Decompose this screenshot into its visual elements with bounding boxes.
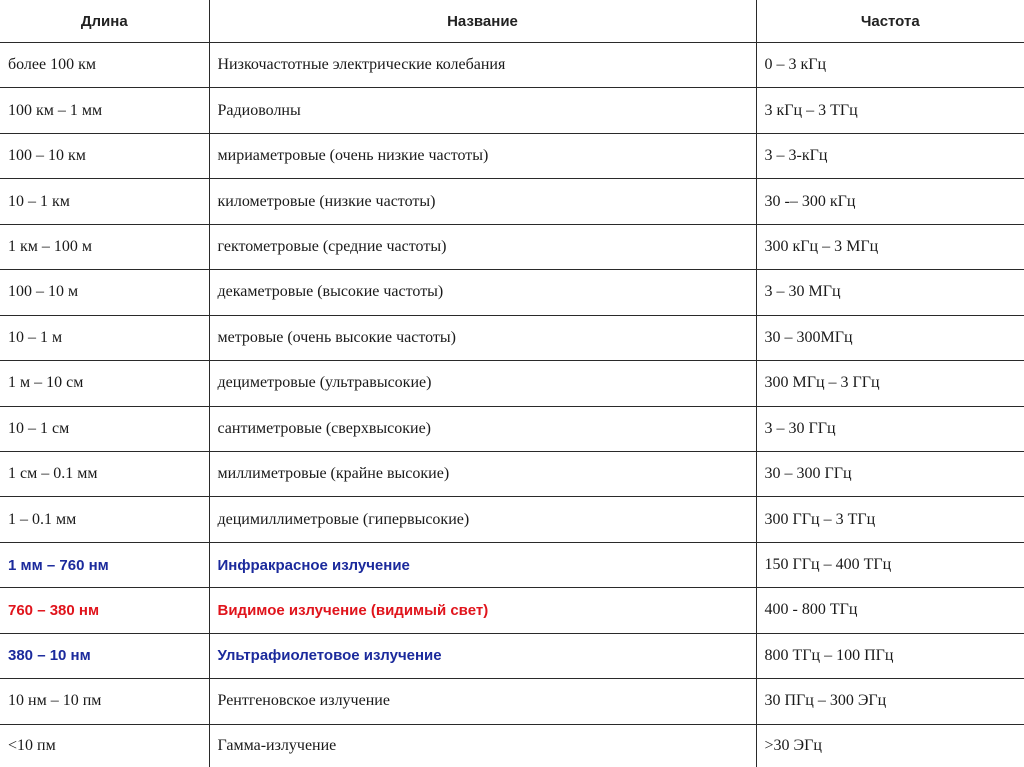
cell-length: 380 – 10 нм xyxy=(0,633,209,678)
cell-name: Видимое излучение (видимый свет) xyxy=(209,588,756,633)
cell-frequency: 3 кГц – 3 ТГц xyxy=(756,88,1024,133)
table-row xyxy=(0,497,1024,542)
cell-frequency: 30 – 300МГц xyxy=(756,315,1024,360)
cell-length: 760 – 380 нм xyxy=(0,588,209,633)
cell-name: мириаметровые (очень низкие частоты) xyxy=(209,133,756,178)
cell-name: гектометровые (средние частоты) xyxy=(209,224,756,269)
cell-name: Гамма-излучение xyxy=(209,724,756,767)
cell-frequency: 30 – 300 ГГц xyxy=(756,451,1024,496)
table-row xyxy=(0,43,1024,88)
cell-name: децимиллиметровые (гипервысокие) xyxy=(209,497,756,542)
column-header-length: Длина xyxy=(0,0,209,43)
cell-frequency: 800 ТГц – 100 ПГц xyxy=(756,633,1024,678)
cell-name: дециметровые (ультравысокие) xyxy=(209,361,756,406)
cell-name: миллиметровые (крайне высокие) xyxy=(209,451,756,496)
cell-length: 10 – 1 км xyxy=(0,179,209,224)
cell-length: 100 – 10 км xyxy=(0,133,209,178)
table-row xyxy=(0,724,1024,767)
table-row xyxy=(0,451,1024,496)
cell-frequency: 300 ГГц – 3 ТГц xyxy=(756,497,1024,542)
table-row-ultraviolet xyxy=(0,633,1024,678)
table-row xyxy=(0,224,1024,269)
cell-length: 10 нм – 10 пм xyxy=(0,679,209,724)
cell-length: <10 пм xyxy=(0,724,209,767)
cell-frequency: 300 кГц – 3 МГц xyxy=(756,224,1024,269)
cell-length: 1 мм – 760 нм xyxy=(0,542,209,587)
column-header-name: Название xyxy=(209,0,756,43)
table-row xyxy=(0,361,1024,406)
column-header-frequency: Частота xyxy=(756,0,1024,43)
cell-name: Низкочастотные электрические колебания xyxy=(209,43,756,88)
table-row-visible xyxy=(0,588,1024,633)
cell-frequency: >30 ЭГц xyxy=(756,724,1024,767)
cell-length: 1 см – 0.1 мм xyxy=(0,451,209,496)
cell-frequency: 3 – 3-кГц xyxy=(756,133,1024,178)
table-row xyxy=(0,406,1024,451)
cell-length: 10 – 1 м xyxy=(0,315,209,360)
table-row xyxy=(0,679,1024,724)
cell-name: Радиоволны xyxy=(209,88,756,133)
table-row xyxy=(0,88,1024,133)
table-row xyxy=(0,179,1024,224)
table-row-infrared xyxy=(0,542,1024,587)
cell-frequency: 0 – 3 кГц xyxy=(756,43,1024,88)
cell-name: сантиметровые (сверхвысокие) xyxy=(209,406,756,451)
cell-frequency: 150 ГГц – 400 ТГц xyxy=(756,542,1024,587)
table-row xyxy=(0,315,1024,360)
cell-length: 1 – 0.1 мм xyxy=(0,497,209,542)
cell-length: 1 км – 100 м xyxy=(0,224,209,269)
cell-frequency: 300 МГц – 3 ГГц xyxy=(756,361,1024,406)
cell-length: более 100 км xyxy=(0,43,209,88)
cell-name: Рентгеновское излучение xyxy=(209,679,756,724)
cell-length: 100 км – 1 мм xyxy=(0,88,209,133)
cell-length: 1 м – 10 см xyxy=(0,361,209,406)
cell-length: 100 – 10 м xyxy=(0,270,209,315)
cell-name: Инфракрасное излучение xyxy=(209,542,756,587)
table-row xyxy=(0,133,1024,178)
cell-frequency: 30 -– 300 кГц xyxy=(756,179,1024,224)
header-row xyxy=(0,0,1024,43)
cell-name: Ультрафиолетовое излучение xyxy=(209,633,756,678)
cell-length: 10 – 1 см xyxy=(0,406,209,451)
cell-frequency: 3 – 30 МГц xyxy=(756,270,1024,315)
cell-frequency: 30 ПГц – 300 ЭГц xyxy=(756,679,1024,724)
cell-frequency: 400 - 800 ТГц xyxy=(756,588,1024,633)
cell-name: километровые (низкие частоты) xyxy=(209,179,756,224)
cell-name: декаметровые (высокие частоты) xyxy=(209,270,756,315)
cell-frequency: 3 – 30 ГГц xyxy=(756,406,1024,451)
table-row xyxy=(0,270,1024,315)
cell-name: метровые (очень высокие частоты) xyxy=(209,315,756,360)
